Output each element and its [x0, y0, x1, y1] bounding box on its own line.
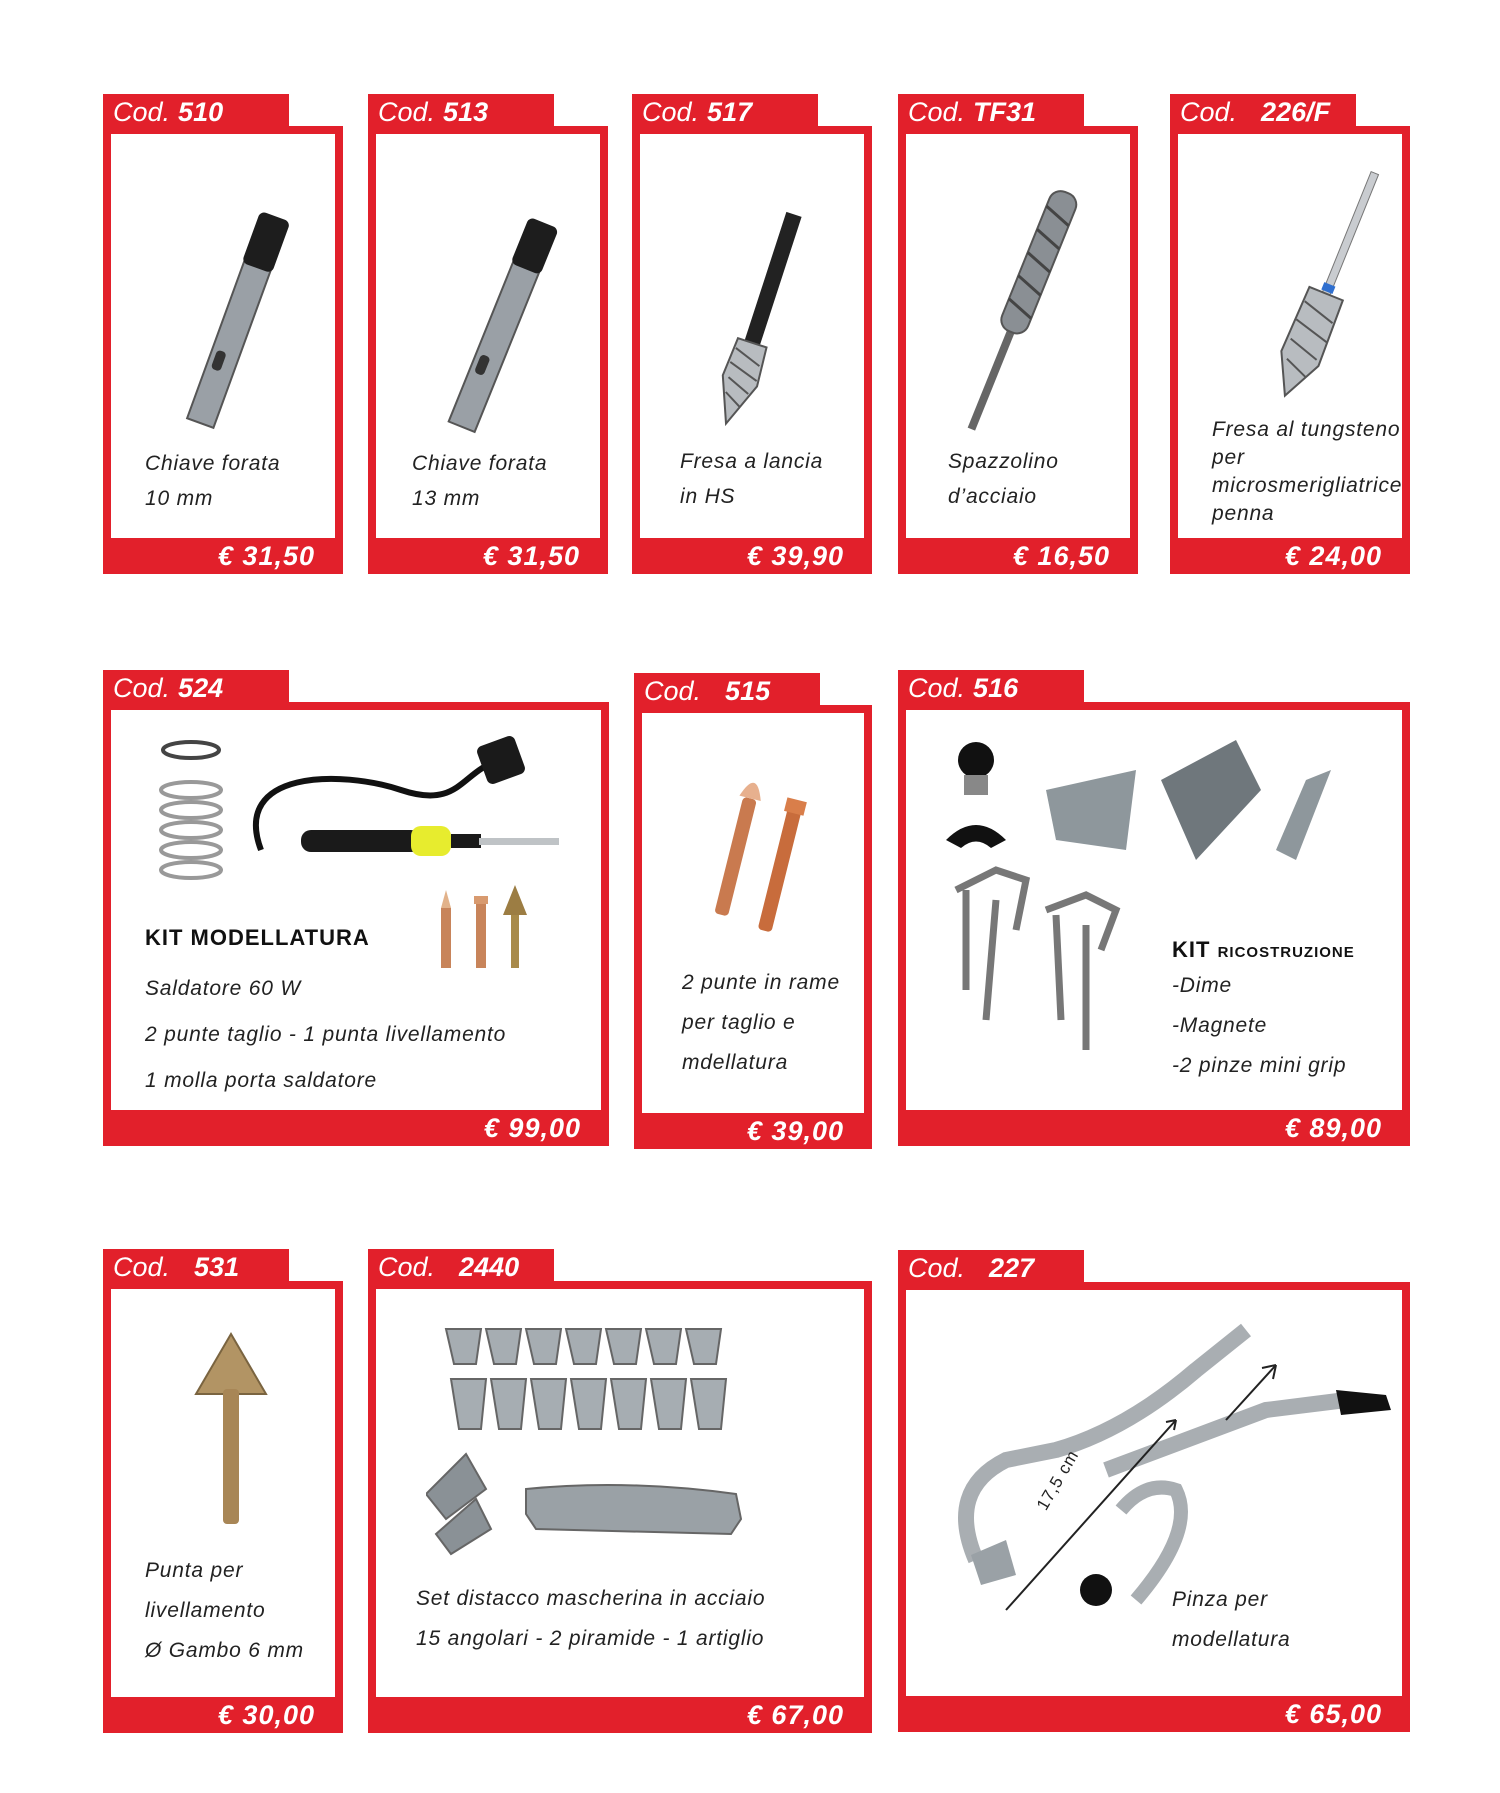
description: Saldatore 60 W 2 punte taglio - 1 punta livellamento 1 molla porta saldatore — [145, 977, 507, 1092]
code-tab: Cod. TF31 — [898, 94, 1084, 130]
code-tab: Cod. 513 — [368, 94, 554, 130]
spring-stand — [161, 742, 221, 878]
copper-tips-image — [687, 773, 837, 943]
dimension-label: 17,5 cm — [1032, 1446, 1083, 1514]
price: € 65,00 — [898, 1696, 1410, 1732]
steel-brush-image — [946, 174, 1096, 444]
product-card-TF31 — [898, 97, 1138, 571]
price: € 30,00 — [103, 1697, 343, 1733]
description: Chiave forata 13 mm — [412, 452, 548, 510]
code-tab: Cod. 517 — [632, 94, 818, 130]
price: € 31,50 — [368, 538, 608, 574]
product-card-227 — [898, 1253, 1410, 1729]
description: Punta per livellamento Ø Gambo 6 mm — [145, 1559, 304, 1662]
price: € 16,50 — [898, 538, 1138, 574]
code-tab: Cod. 515 — [634, 673, 820, 709]
price: € 89,00 — [898, 1110, 1410, 1146]
description: Fresa al tungsteno per microsmerigliatrice penna — [1212, 418, 1403, 525]
product-card-226F — [1170, 97, 1410, 571]
description: Pinza per modellatura — [1172, 1588, 1291, 1651]
code-tab: Cod. 516 — [898, 670, 1084, 706]
price: € 24,00 — [1170, 538, 1410, 574]
price: € 39,90 — [632, 538, 872, 574]
price: € 31,50 — [103, 538, 343, 574]
product-card-517 — [632, 97, 872, 571]
product-card-515 — [634, 676, 872, 1146]
code-tab: Cod. 531 — [103, 1249, 289, 1285]
kit-title: KIT RICOSTRUZIONE — [1172, 937, 1355, 962]
description: Fresa a lancia in HS — [680, 450, 824, 508]
lance-burr-image — [690, 204, 830, 434]
grille-removal-set-image — [426, 1319, 846, 1559]
product-card-510 — [103, 97, 343, 571]
product-card-2440 — [368, 1252, 872, 1730]
code-tab: Cod. 2440 — [368, 1249, 554, 1285]
description: -Dime -Magnete -2 pinze mini grip — [1172, 974, 1347, 1077]
description: 2 punte in rame per taglio e mdellatura — [682, 971, 840, 1074]
kit-title: KIT MODELLATURA — [145, 925, 370, 950]
hex-wrench-image — [166, 204, 306, 434]
code-tab: Cod. 510 — [103, 94, 289, 130]
product-card-524 — [103, 673, 609, 1143]
product-card-513 — [368, 97, 608, 571]
product-card-531 — [103, 1252, 343, 1730]
code-tab: Cod. 226/F — [1170, 94, 1356, 130]
leveling-tip-image — [181, 1329, 281, 1529]
description: Set distacco mascherina in acciaio 15 angolari - 2 piramide - 1 artiglio — [416, 1587, 766, 1650]
price: € 99,00 — [103, 1110, 609, 1146]
description: Chiave forata 10 mm — [145, 452, 281, 510]
price: € 39,00 — [634, 1113, 872, 1149]
price: € 67,00 — [368, 1697, 872, 1733]
tungsten-burr-image — [1258, 164, 1398, 414]
code-tab: Cod. 227 — [898, 1250, 1084, 1286]
code-tab: Cod. 524 — [103, 670, 289, 706]
product-card-516 — [898, 673, 1410, 1143]
description: Spazzolino d’acciaio — [948, 450, 1059, 508]
hex-wrench-image — [431, 209, 571, 439]
